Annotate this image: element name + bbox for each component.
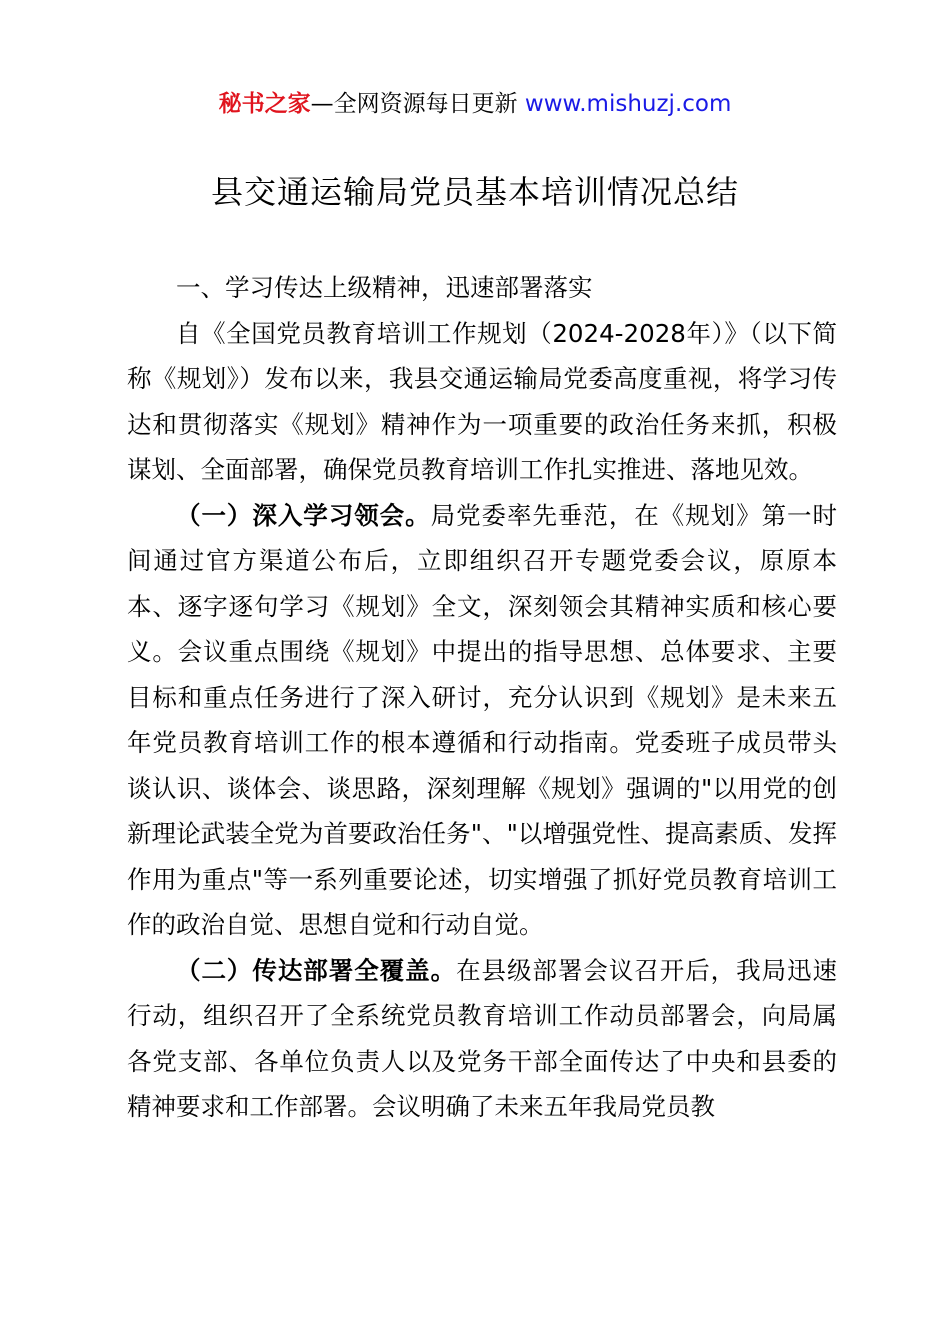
- document-title: 县交通运输局党员基本培训情况总结: [210, 173, 739, 211]
- paragraph-study-text: 局党委率先垂范，在《规划》第一时间通过官方渠道公布后，立即组织召开专题党委会议，原原本本、逐字逐句学习《规划》全文，深刻领会其精神实质和核心要义。会议重点围绕《规划》中提出的指导思想、总体要求、主要目标和重点任务进行了深入研讨，充分认识到《规划》是未来五年党员教育培训工作的根本遵循和行动指南。党委班子成员带头谈认识、谈体会、谈思路，深刻理解《规划》强调的"以用党的创新理论武装全党为首要政治任务"、"以增强党性、提高素质、发挥作用为重点"等一系列重要论述，切实增强了抓好党员教育培训工作的政治自觉、思想自觉和行动自觉。: [127, 500, 838, 939]
- header-url-link[interactable]: www.mishuzj.com: [524, 91, 732, 117]
- intro-paragraph: 自《全国党员教育培训工作规划（2024-2028年）》（以下简称《规划》）发布以来，我县交通运输局党委高度重视，将学习传达和贯彻落实《规划》精神作为一项重要的政治任务来抓，积极谋划、全面部署，确保党员教育培训工作扎实推进、落地见效。: [127, 318, 837, 484]
- brand-name: 秘书之家: [218, 91, 311, 117]
- document-body: [127, 265, 837, 1130]
- paragraph-deploy: [127, 948, 837, 1130]
- site-header: [0, 88, 950, 120]
- header-slogan: —全网资源每日更新: [310, 91, 525, 117]
- subheading-study: （一）深入学习领会。: [176, 500, 431, 530]
- paragraph-study: [127, 493, 837, 948]
- section-heading: 一、学习传达上级精神，迅速部署落实: [176, 273, 593, 302]
- paragraph-deploy-text: 在县级部署会议召开后，我局迅速行动，组织召开了全系统党员教育培训工作动员部署会，向局属各党支部、各单位负责人以及党务干部全面传达了中央和县委的精神要求和工作部署。会议明确了未来五年我局党员教: [127, 955, 838, 1121]
- subheading-deploy: （二）传达部署全覆盖。: [176, 955, 457, 985]
